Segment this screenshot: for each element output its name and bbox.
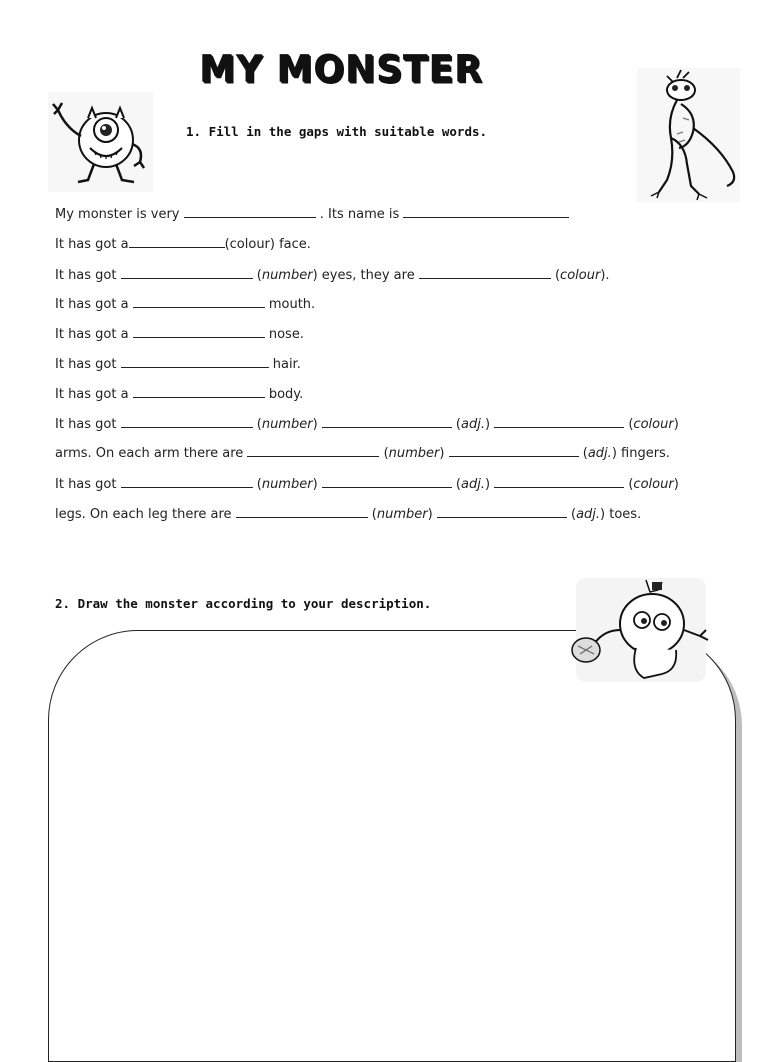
answer-blank[interactable]	[129, 236, 225, 248]
text-segment: body.	[264, 387, 304, 402]
answer-blank[interactable]	[121, 476, 253, 488]
text-segment: (colour) face.	[224, 237, 311, 252]
text-segment: )	[484, 477, 495, 492]
text-segment: (	[451, 477, 462, 492]
text-segment: )	[427, 507, 437, 522]
text-segment: )	[673, 417, 679, 432]
text-segment: It has got	[55, 357, 121, 372]
answer-blank[interactable]	[133, 386, 265, 398]
text-segment: )	[439, 446, 449, 461]
answer-blank[interactable]	[494, 476, 624, 488]
gap-line-6	[55, 356, 301, 372]
text-segment: (	[451, 417, 462, 432]
text-segment: mouth.	[264, 297, 316, 312]
text-segment: (	[624, 417, 634, 432]
answer-blank[interactable]	[437, 506, 567, 518]
answer-blank[interactable]	[121, 267, 253, 279]
text-segment: (	[367, 507, 377, 522]
hint-text: number	[261, 268, 313, 283]
hint-text: adj.	[461, 417, 485, 432]
gap-line-11	[55, 506, 641, 522]
answer-blank[interactable]	[247, 445, 379, 457]
answer-blank[interactable]	[449, 445, 579, 457]
text-segment: (	[252, 268, 262, 283]
text-segment: (	[252, 477, 262, 492]
text-segment: )	[673, 477, 679, 492]
text-segment: ) eyes, they are	[312, 268, 419, 283]
answer-blank[interactable]	[121, 416, 253, 428]
hint-text: colour	[633, 477, 674, 492]
gap-line-7	[55, 386, 303, 402]
text-segment: )	[312, 477, 322, 492]
text-segment: It has got a	[55, 387, 133, 402]
hint-text: number	[261, 477, 313, 492]
text-segment: (	[550, 268, 561, 283]
text-segment: It has got a	[55, 237, 129, 252]
mike-monster-illustration	[48, 92, 153, 192]
hint-text: adj.	[576, 507, 601, 522]
hint-text: number	[388, 446, 440, 461]
answer-blank[interactable]	[133, 326, 265, 338]
text-segment: . Its name is	[315, 207, 404, 222]
text-segment: It has got a	[55, 297, 133, 312]
answer-blank[interactable]	[322, 476, 452, 488]
lizard-monster-illustration	[637, 68, 740, 202]
answer-blank[interactable]	[322, 416, 452, 428]
text-segment: (	[252, 417, 262, 432]
text-segment: It has got	[55, 477, 121, 492]
answer-blank[interactable]	[494, 416, 624, 428]
hint-text: colour	[633, 417, 674, 432]
hint-text: adj.	[587, 446, 612, 461]
text-segment: (	[379, 446, 389, 461]
text-segment: legs. On each leg there are	[55, 507, 236, 522]
drawing-area[interactable]	[48, 630, 736, 1062]
text-segment: It has got	[55, 417, 121, 432]
gap-line-1	[55, 206, 569, 222]
answer-blank[interactable]	[236, 506, 368, 518]
text-segment: )	[484, 417, 495, 432]
text-segment: It has got a	[55, 327, 133, 342]
text-segment: ) fingers.	[611, 446, 670, 461]
hint-text: number	[261, 417, 313, 432]
hint-text: number	[376, 507, 428, 522]
gap-line-5	[55, 326, 304, 342]
text-segment: nose.	[264, 327, 304, 342]
text-segment: ) toes.	[600, 507, 642, 522]
round-monster-illustration	[566, 574, 712, 688]
page-title: MY MONSTER	[200, 48, 484, 92]
answer-blank[interactable]	[184, 206, 316, 218]
instruction-1: 1. Fill in the gaps with suitable words.	[186, 124, 488, 139]
text-segment: (	[624, 477, 634, 492]
gap-line-9	[55, 445, 670, 461]
hint-text: colour	[560, 268, 601, 283]
text-segment: )	[312, 417, 322, 432]
gap-line-8	[55, 416, 679, 432]
text-segment: arms. On each arm there are	[55, 446, 248, 461]
text-segment: My monster is very	[55, 207, 184, 222]
gap-line-3	[55, 267, 610, 283]
answer-blank[interactable]	[133, 296, 265, 308]
gap-line-10	[55, 476, 679, 492]
instruction-2: 2. Draw the monster according to your description.	[55, 596, 432, 611]
text-segment: It has got	[55, 268, 121, 283]
text-segment: (	[566, 507, 577, 522]
text-segment: ).	[600, 268, 610, 283]
gap-line-2	[55, 236, 311, 252]
gap-line-4	[55, 296, 315, 312]
text-segment: (	[578, 446, 588, 461]
answer-blank[interactable]	[403, 206, 569, 218]
answer-blank[interactable]	[121, 356, 269, 368]
text-segment: hair.	[268, 357, 301, 372]
answer-blank[interactable]	[419, 267, 551, 279]
hint-text: adj.	[461, 477, 485, 492]
